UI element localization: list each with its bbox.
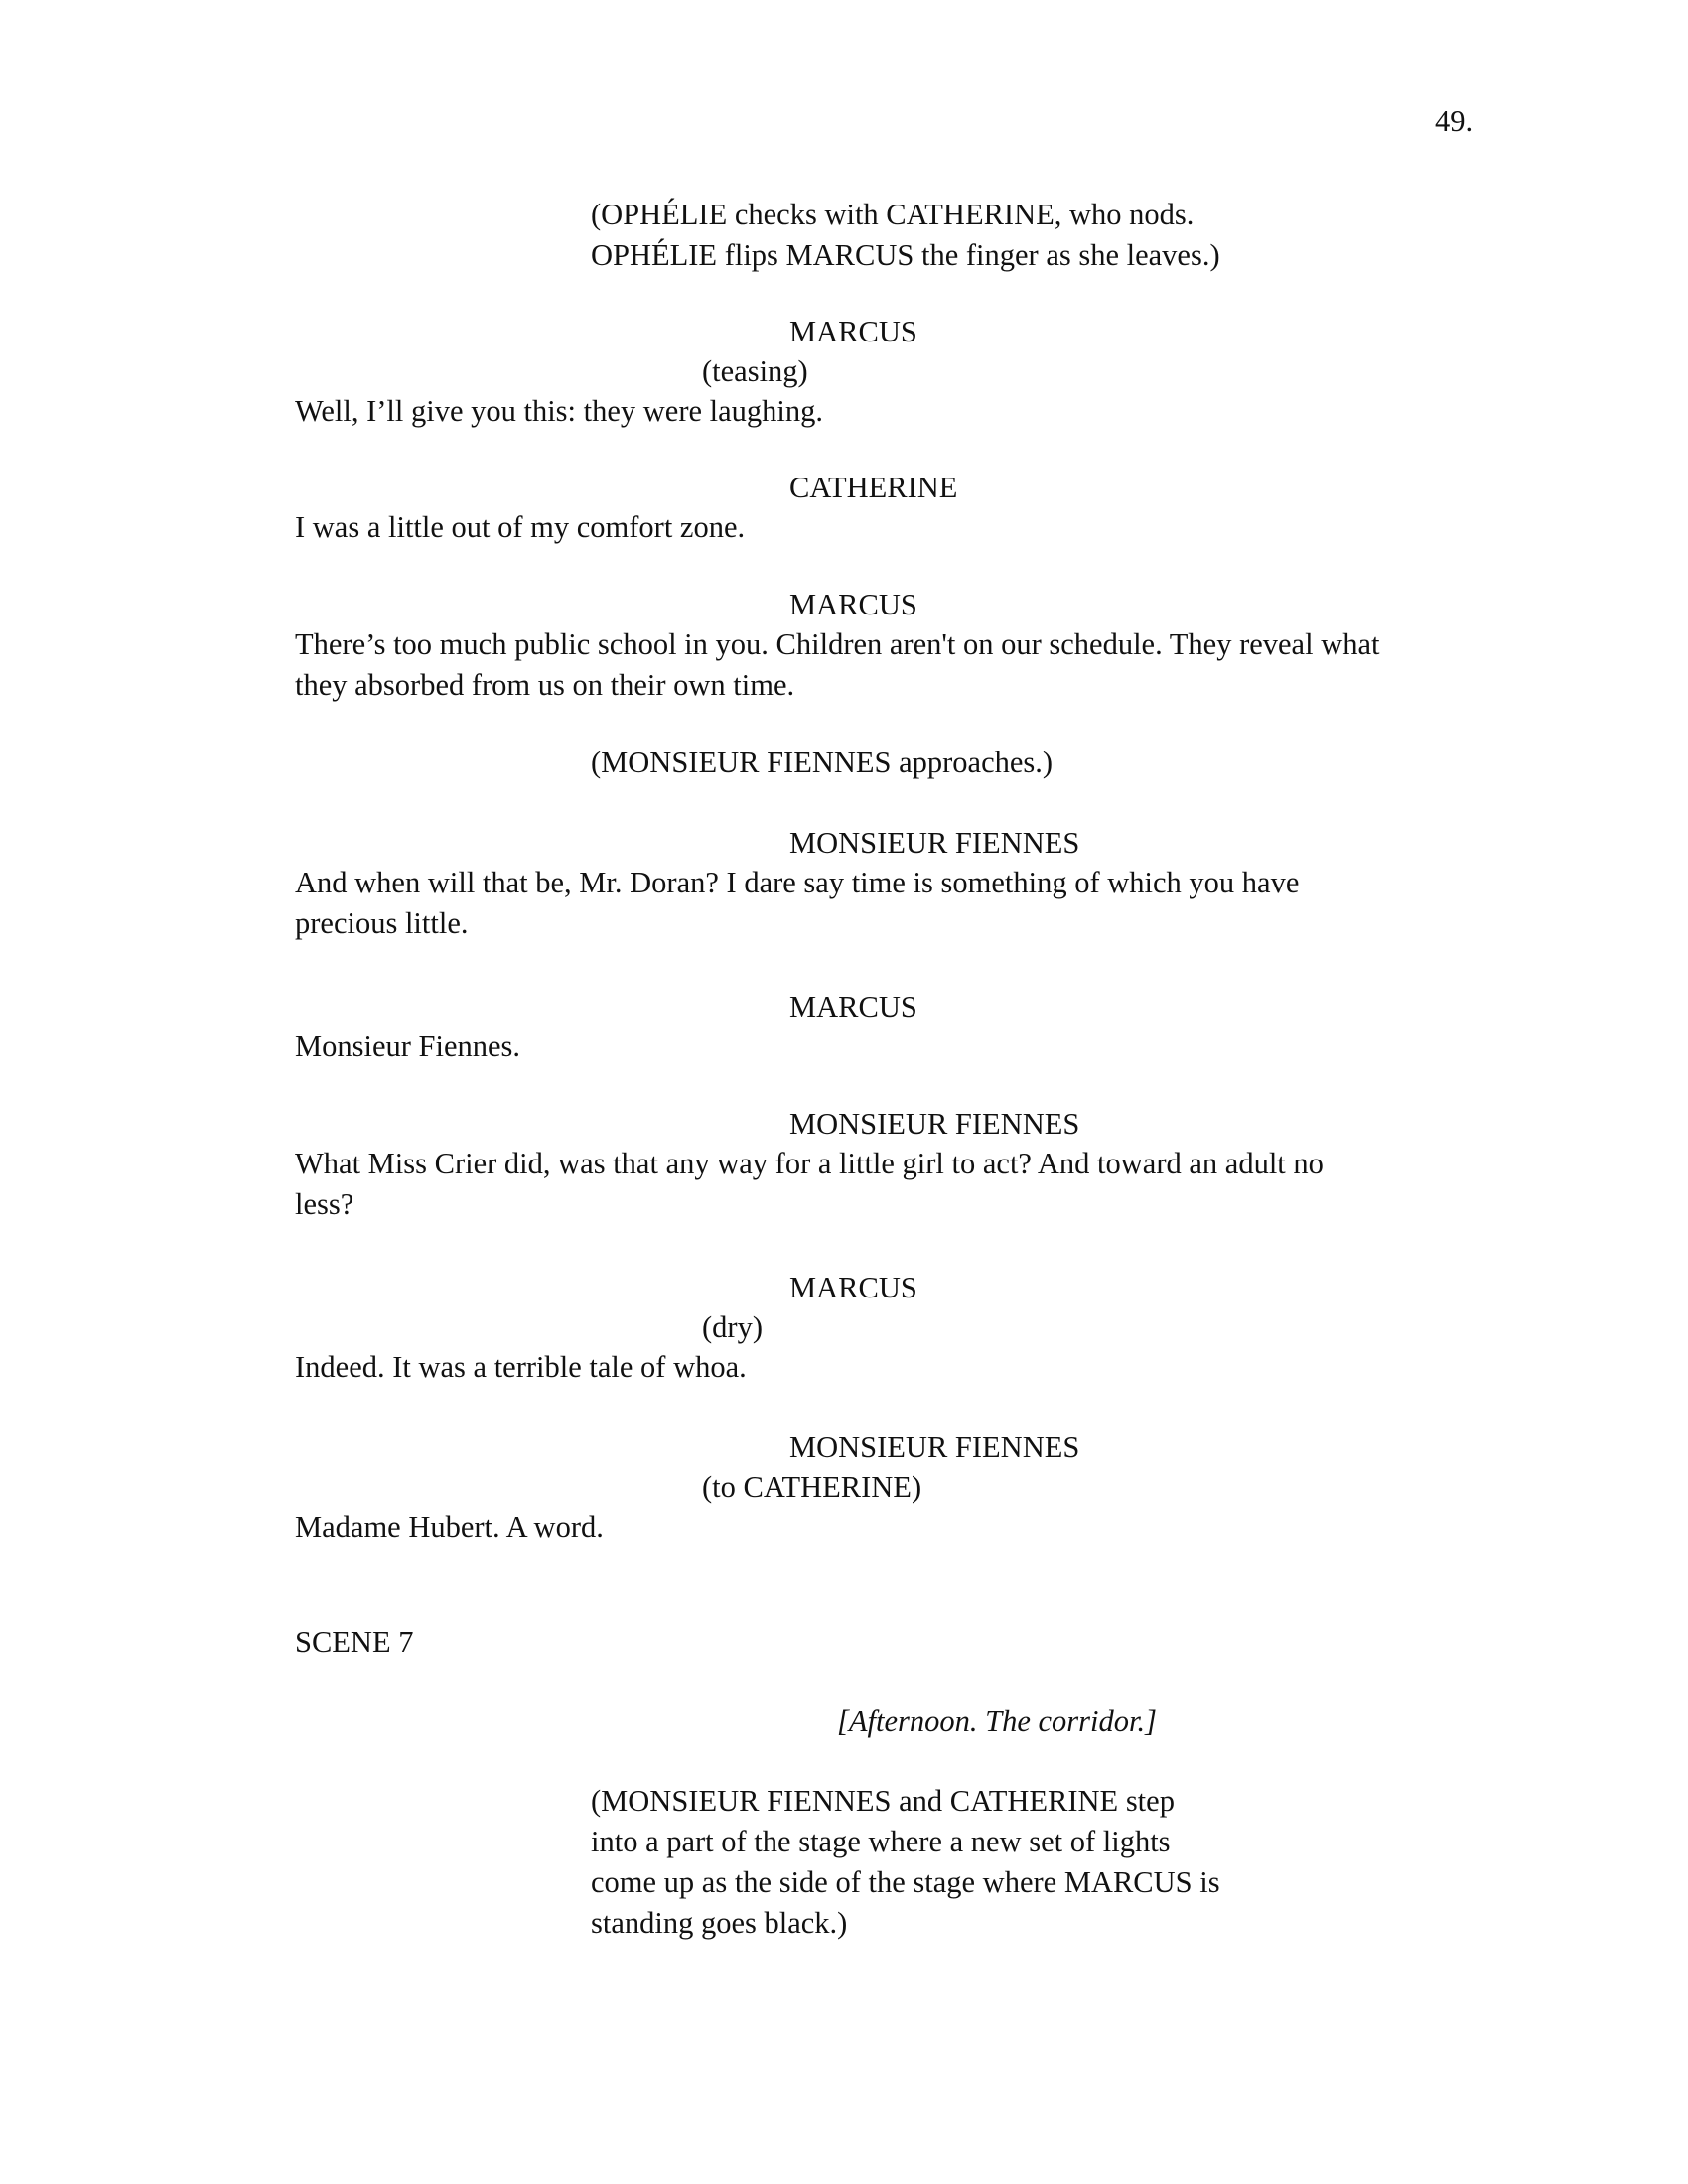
stage-direction-line: OPHÉLIE flips MARCUS the finger as she leaves.) [591, 238, 1220, 272]
character-name: MARCUS [789, 1271, 917, 1304]
character-name: MONSIEUR FIENNES [789, 1107, 1080, 1141]
stage-direction-line: standing goes black.) [591, 1906, 848, 1940]
character-name: MARCUS [789, 588, 917, 621]
parenthetical: (dry) [702, 1310, 763, 1344]
parenthetical: (to CATHERINE) [702, 1470, 922, 1504]
dialogue-line: Indeed. It was a terrible tale of whoa. [295, 1350, 747, 1384]
character-name: MARCUS [789, 990, 917, 1024]
dialogue-line: Monsieur Fiennes. [295, 1029, 521, 1063]
page-number: 49. [1435, 104, 1474, 138]
stage-direction-line: into a part of the stage where a new set of lights [591, 1825, 1171, 1858]
stage-direction-line: (MONSIEUR FIENNES and CATHERINE step [591, 1784, 1175, 1818]
stage-direction: (MONSIEUR FIENNES approaches.) [591, 746, 1054, 779]
dialogue-line: Madame Hubert. A word. [295, 1510, 604, 1544]
stage-direction [591, 195, 1306, 276]
dialogue-line: I was a little out of my comfort zone. [295, 510, 746, 544]
character-name: MARCUS [789, 315, 917, 348]
dialogue [295, 1144, 1496, 1225]
dialogue-line: Well, I’ll give you this: they were laughing. [295, 394, 824, 428]
stage-direction-line: come up as the side of the stage where MARCUS is [591, 1865, 1220, 1899]
dialogue [295, 1507, 1496, 1548]
character-name: MONSIEUR FIENNES [789, 826, 1080, 860]
dialogue [295, 507, 1496, 548]
dialogue [295, 863, 1496, 944]
stage-direction-line: (OPHÉLIE checks with CATHERINE, who nods. [591, 198, 1195, 231]
parenthetical: (teasing) [702, 354, 808, 388]
dialogue-line: And when will that be, Mr. Doran? I dare say time is something of which you have [295, 866, 1300, 899]
dialogue-line: they absorbed from us on their own time. [295, 668, 795, 702]
dialogue [295, 624, 1496, 706]
dialogue [295, 391, 1496, 432]
character-name: CATHERINE [789, 471, 958, 504]
dialogue [295, 1347, 1496, 1388]
dialogue-line: There’s too much public school in you. Children aren't on our schedule. They reveal what [295, 627, 1380, 661]
dialogue-line: What Miss Crier did, was that any way for a little girl to act? And toward an adult no [295, 1147, 1324, 1180]
dialogue [295, 1026, 1496, 1067]
dialogue-line: precious little. [295, 906, 469, 940]
scene-setting: [Afternoon. The corridor.] [837, 1705, 1157, 1738]
scene-heading: SCENE 7 [295, 1625, 414, 1659]
dialogue-line: less? [295, 1187, 354, 1221]
character-name: MONSIEUR FIENNES [789, 1431, 1080, 1464]
stage-direction [591, 1781, 1306, 1944]
